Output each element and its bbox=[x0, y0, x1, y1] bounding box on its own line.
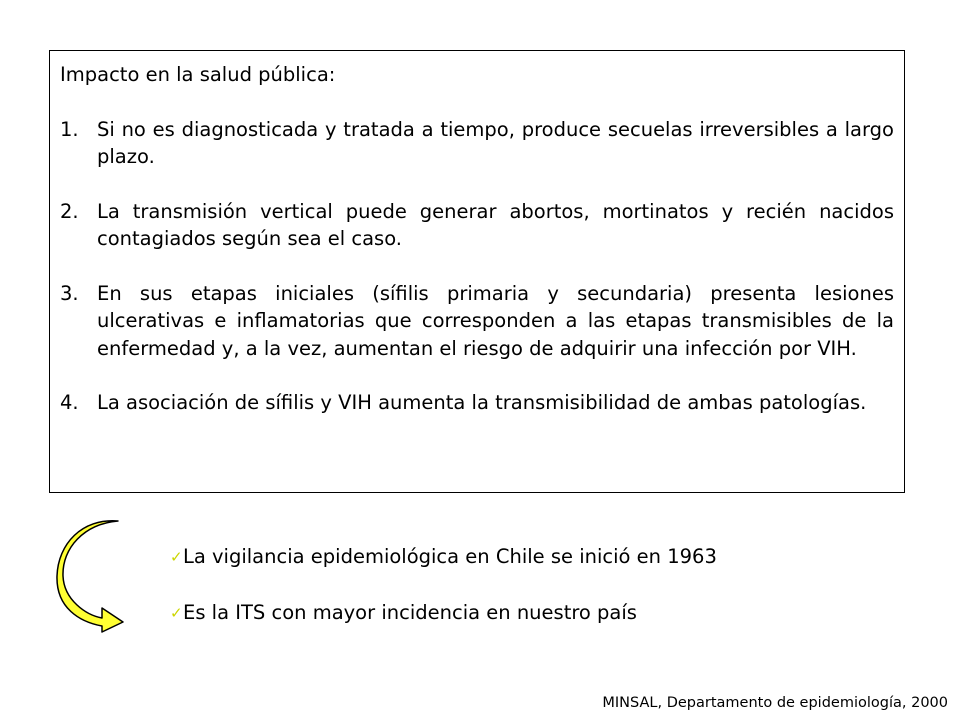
item-number: 4. bbox=[60, 391, 79, 414]
item-text: La asociación de sífilis y VIH aumenta la transmisibilidad de ambas patologías. bbox=[97, 391, 867, 414]
item-number: 1. bbox=[60, 117, 79, 141]
bullet-item-surveillance bbox=[170, 543, 717, 571]
item-number: 3. bbox=[60, 281, 79, 305]
bullet-list bbox=[170, 543, 717, 627]
impact-item-1 bbox=[60, 116, 894, 171]
item-text: Si no es diagnosticada y tratada a tiempo, produce secuelas irreversibles a largo plazo. bbox=[97, 117, 894, 168]
checkmark-icon: ✓ bbox=[170, 604, 183, 622]
impact-item-3 bbox=[60, 280, 894, 363]
box-heading: Impacto en la salud pública: bbox=[60, 63, 336, 86]
item-text: La transmisión vertical puede generar abortos, mortinatos y recién nacidos contagiados según sea el caso. bbox=[97, 199, 894, 250]
bullet-item-incidence bbox=[170, 599, 717, 627]
public-health-impact-box bbox=[49, 50, 905, 493]
item-number: 2. bbox=[60, 199, 79, 223]
bullet-text: La vigilancia epidemiológica en Chile se inició en 1963 bbox=[183, 545, 717, 568]
impact-item-2 bbox=[60, 198, 894, 253]
checkmark-icon: ✓ bbox=[170, 548, 183, 566]
source-citation: MINSAL, Departamento de epidemiología, 2000 bbox=[602, 695, 948, 711]
impact-item-4 bbox=[60, 389, 894, 417]
bullet-text: Es la ITS con mayor incidencia en nuestro país bbox=[183, 601, 637, 624]
curved-arrow-icon bbox=[56, 518, 126, 634]
item-text: En sus etapas iniciales (sífilis primaria y secundaria) presenta lesiones ulcerativas e inflamatorias que corresponden a las etapas transmisibles de la enfermedad y, a la vez, aumentan el riesgo de adquirir una infección por VIH. bbox=[97, 281, 894, 360]
